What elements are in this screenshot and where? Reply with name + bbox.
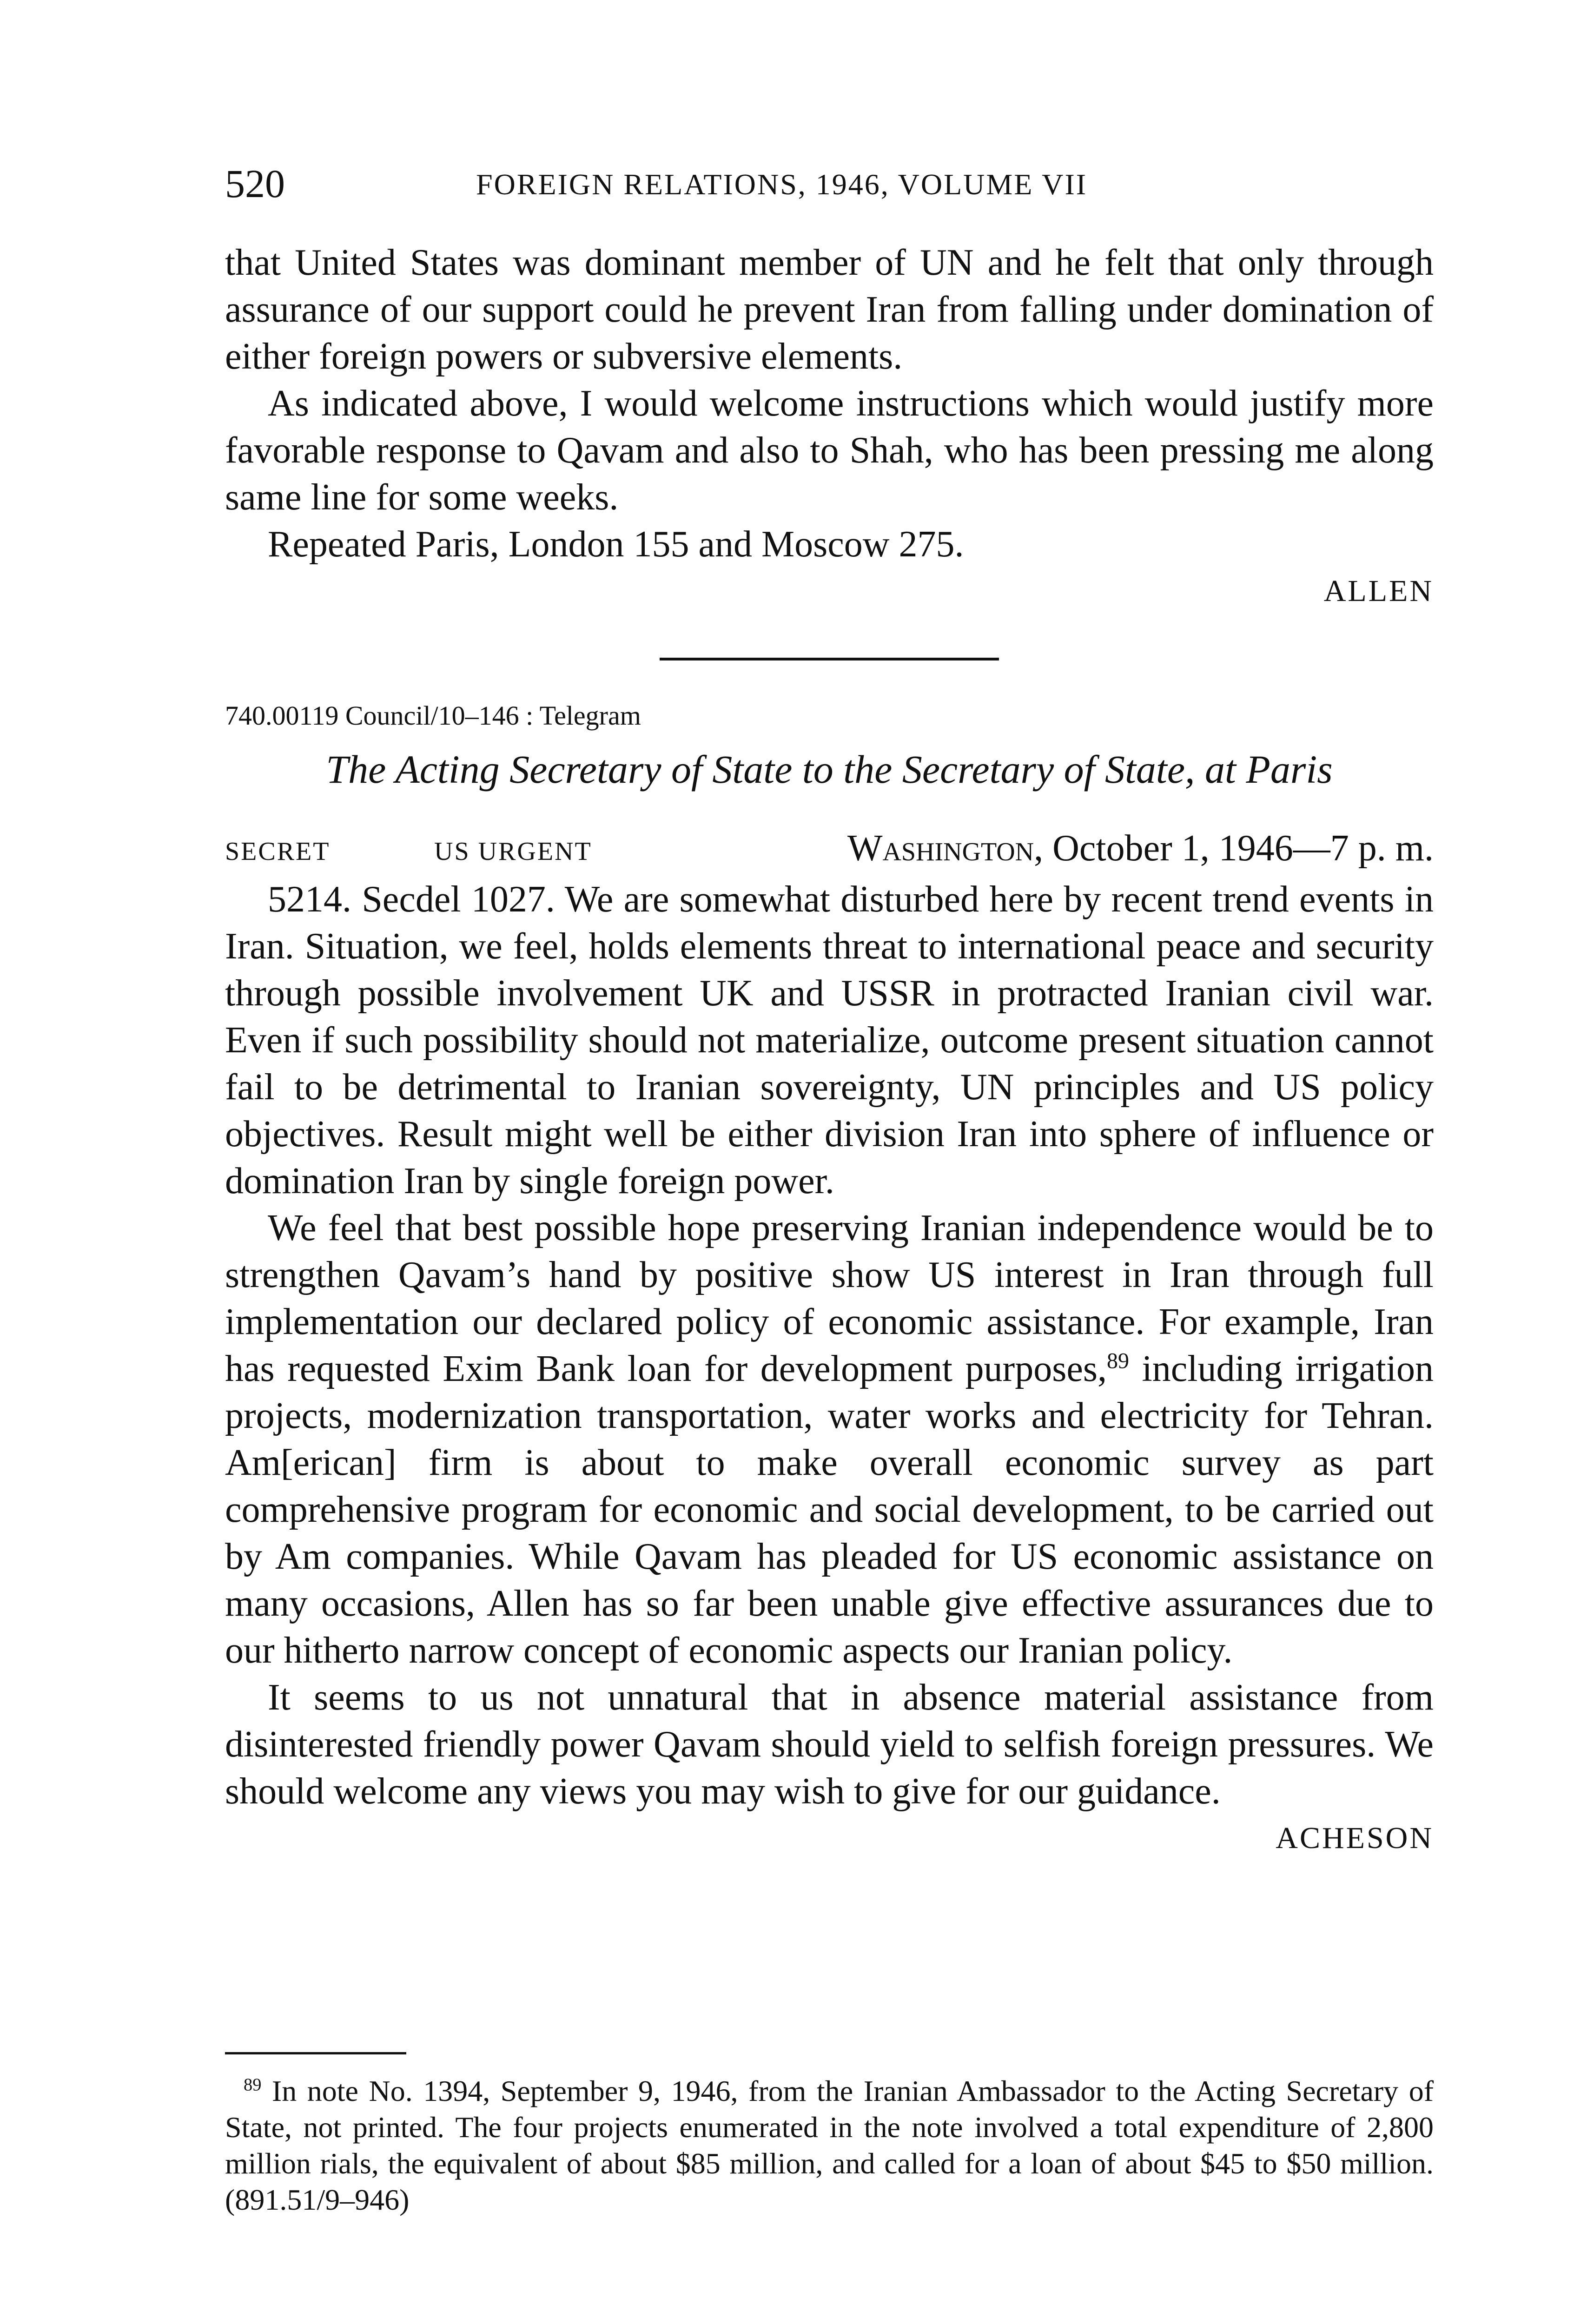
- classification: SECRET: [225, 837, 331, 866]
- dateline-place: Washington: [847, 828, 1034, 869]
- paragraph: 5214. Secdel 1027. We are somewhat disturbed here by recent trend events in Iran. Situation, we feel, holds elements threat to international peace and security through possible involvement UK and USSR in protracted Iranian civil war. Even if such possibility should not materialize, outcome present situation cannot fail to be detrimental to Iranian sovereignty, UN principles and US policy objectives. Result might well be either division Iran into sphere of influence or domination Iran by single foreign power.: [225, 879, 1434, 1202]
- paragraph-text: including irrigation projects, modernization transportation, water works and electricity for Tehran. Am[erican] firm is about to make overall economic survey as part comprehensive program for economic and social development, to be carried out by Am companies. While Qavam has pleaded for US economic assistance on many occasions, Allen has so far been unable give effective assurances due to our hitherto narrow concept of economic aspects our Iranian policy.: [225, 1348, 1434, 1671]
- paragraph: Repeated Paris, London 155 and Moscow 275.: [268, 524, 964, 565]
- footnote-reference[interactable]: 89: [1106, 1348, 1129, 1373]
- telegram-body: [225, 876, 1434, 1862]
- page-number: 520: [225, 161, 285, 206]
- footnote-divider: [225, 2052, 406, 2054]
- document-page: [225, 0, 1434, 2324]
- dateline: [847, 825, 1434, 872]
- paragraph: that United States was dominant member of UN and he felt that only through assurance of our support could he prevent Iran from falling under domination of either foreign powers or subversive elements.: [225, 242, 1434, 377]
- telegram-header: [225, 825, 1434, 876]
- footnote-text: In note No. 1394, September 9, 1946, from the Iranian Ambassador to the Acting Secretary of State, not printed. The four projects enumerated in the note involved a total expenditure of 2,800 million rials, the equivalent of about $85 million, and called for a loan of about $45 to $50 million. (891.51/9–946): [225, 2074, 1434, 2216]
- paragraph: As indicated above, I would welcome instructions which would justify more favorable response to Qavam and also to Shah, who has been pressing me along same line for some weeks.: [225, 383, 1434, 518]
- precedence: US URGENT: [434, 837, 592, 866]
- previous-document-continuation: [225, 239, 1434, 614]
- paragraph-text: We feel that best possible hope preserving Iranian independence would be to strengthen Qavam’s hand by positive show US interest in Iran through full implementation our declared policy of economic assistance. For example, Iran has requested Exim Bank loan for development purposes,: [225, 1208, 1434, 1389]
- footnote: [225, 2073, 1434, 2218]
- paragraph: It seems to us not unnatural that in absence material assistance from disinterested friendly power Qavam should yield to selfish foreign pressures. We should welcome any views you may wish to give for our guidance.: [225, 1677, 1434, 1812]
- document-title: The Acting Secretary of State to the Secretary of State, at Paris: [326, 747, 1333, 792]
- file-reference: 740.00119 Council/10–146 : Telegram: [225, 700, 641, 731]
- running-title: FOREIGN RELATIONS, 1946, VOLUME VII: [476, 168, 1088, 201]
- signature-allen: ALLEN: [1323, 574, 1434, 608]
- signature-acheson: ACHESON: [1276, 1821, 1434, 1855]
- dateline-date: , October 1, 1946—7 p. m.: [1034, 828, 1434, 869]
- section-divider: [660, 658, 999, 660]
- paragraph: [225, 1205, 1434, 1674]
- running-head: [225, 160, 1434, 207]
- footnote-marker: 89: [244, 2075, 262, 2095]
